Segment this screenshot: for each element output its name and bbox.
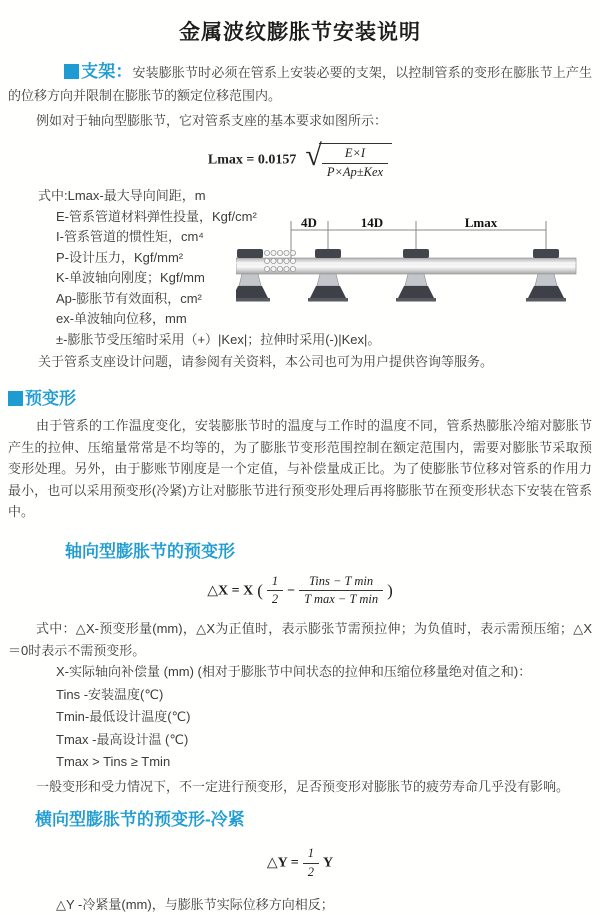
pipe-support-3: [396, 249, 436, 302]
lateral-formula-lhs: △Y =: [266, 855, 299, 871]
predeform-body: 由于管系的工作温度变化，安装膨胀节时的温度与工作时的温度不同，管系热膨胀冷缩对膨胀节产生的拉伸、压缩量常常是不均等的，为了膨胀节变形范围控制在额定范围内，需要对膨胀节采取预变形处理。另外，由于膨账节刚度是一个定值，与补偿量成正比。为了使膨胀节位移对管系的作用力最小，也可以采用预变形(冷紧)方让对膨胀节进行预变形处理后再将膨胀节在预变形状态下安装在管系中。: [8, 418, 592, 520]
lmax-formula-denominator: P×Ap±Kex: [326, 164, 384, 179]
predeform-section-heading: 预变形: [25, 389, 76, 409]
dim-label-lmax: Lmax: [464, 216, 498, 231]
pipe-support-4: [526, 249, 566, 302]
open-paren: (: [257, 580, 263, 600]
support-example-line: 例如对于轴向型膨胀节，它对管系支座的基本要求如图所示：: [36, 113, 388, 128]
lateral-formula: [8, 846, 592, 880]
axial-item-line: Tmax > Tins ≥ Tmin: [56, 754, 171, 769]
support-intro-paragraph: [8, 60, 592, 107]
page-title: 金属波纹膨胀节安装说明: [179, 21, 421, 44]
pipe-support-1: [236, 249, 270, 302]
section-marker-square: [64, 64, 79, 79]
axial-section-heading: 轴向型膨胀节的预变形: [65, 541, 235, 561]
lateral-num: 1: [303, 846, 319, 864]
definition-line: 式中:Lmax-最大导向间距，m: [38, 188, 206, 204]
axial-formula-lhs: △X = X: [207, 583, 254, 599]
support-note: 关于管系支座设计问题，请参阅有关资料，本公司也可为用户提供咨询等服务。: [38, 354, 494, 370]
lateral-formula-rhs: Y: [322, 855, 334, 871]
pipe-support-diagram: [236, 216, 592, 316]
axial-item-line: Tins -安装温度(℃): [56, 686, 164, 702]
axial-item-line: X-实际轴向补偿量 (mm) (相对于膨胀节中间状态的拉伸和压缩位移量绝对值之和)：: [56, 664, 532, 679]
axial-f1-den: 2: [271, 592, 279, 607]
axial-items-list: [8, 661, 592, 774]
lmax-formula: [8, 140, 592, 180]
axial-f2-den: T max − T min: [304, 592, 379, 607]
axial-formula: [8, 574, 592, 608]
axial-item-line: Tmin-最低设计温度(℃): [56, 709, 191, 724]
dim-label-14d: 14D: [360, 216, 384, 231]
definition-line: I-管系管道的惯性矩，cm⁴: [56, 229, 204, 245]
lmax-formula-numerator: E×I: [322, 146, 388, 164]
definition-line: P-设计压力，Kgf/mm²: [56, 249, 184, 265]
section-marker-square: [8, 391, 23, 406]
definition-line: ±-膨胀节受压缩时采用（+）|Kex|；拉伸时采用(-)|Kex|。: [56, 331, 381, 347]
lmax-formula-lhs: Lmax = 0.0157: [207, 152, 297, 168]
lateral-section-heading: 横向型膨胀节的预变形-冷紧: [35, 810, 245, 829]
definition-line: ex-单波轴向位移，mm: [56, 311, 187, 327]
axial-f2-num: Tins − T min: [299, 574, 383, 592]
lateral-note: △Y -冷紧量(mm)，与膨胀节实际位移方向相反；: [56, 897, 334, 913]
support-intro-text: 安装膨胀节时必须在管系上安装必要的支架，以控制管系的变形在膨胀节上产生的位移方向并限制在膨胀节的额定位移范围内。: [8, 65, 592, 103]
definition-line: Ap-膨胀节有效面积，cm²: [56, 290, 202, 306]
radical-sign: √: [305, 139, 322, 172]
definition-line: K-单波轴向刚度；Kgf/mm: [56, 270, 205, 286]
support-section-heading: 支架：: [81, 62, 133, 81]
axial-item-line: Tmax -最高设计温 (℃): [56, 731, 189, 747]
axial-note: 一般变形和受力情况下，不一定进行预变形，足否预变形对膨胀节的疲劳寿命几乎没有影响。: [36, 778, 570, 794]
minus-sign: −: [287, 583, 296, 599]
pipe-support-diagram-svg: [236, 216, 592, 316]
predeform-heading-row: [8, 384, 592, 409]
axial-explain: 式中：△X-预变形量(mm)，△X为正值时，表示膨张节需预拉伸；为负值时，表示需预压缩；△X＝0时表示不需预变形。: [8, 621, 592, 658]
axial-f1-num: 1: [267, 574, 283, 592]
pipe-support-2: [308, 249, 348, 302]
lateral-den: 2: [307, 864, 314, 879]
close-paren: ): [387, 580, 393, 600]
definition-line: E-管系管道材料弹性投量，Kgf/cm²: [56, 208, 257, 224]
bellows-icon: [264, 251, 295, 272]
dim-label-4d: 4D: [301, 216, 317, 231]
support-lower-block: [8, 186, 592, 372]
